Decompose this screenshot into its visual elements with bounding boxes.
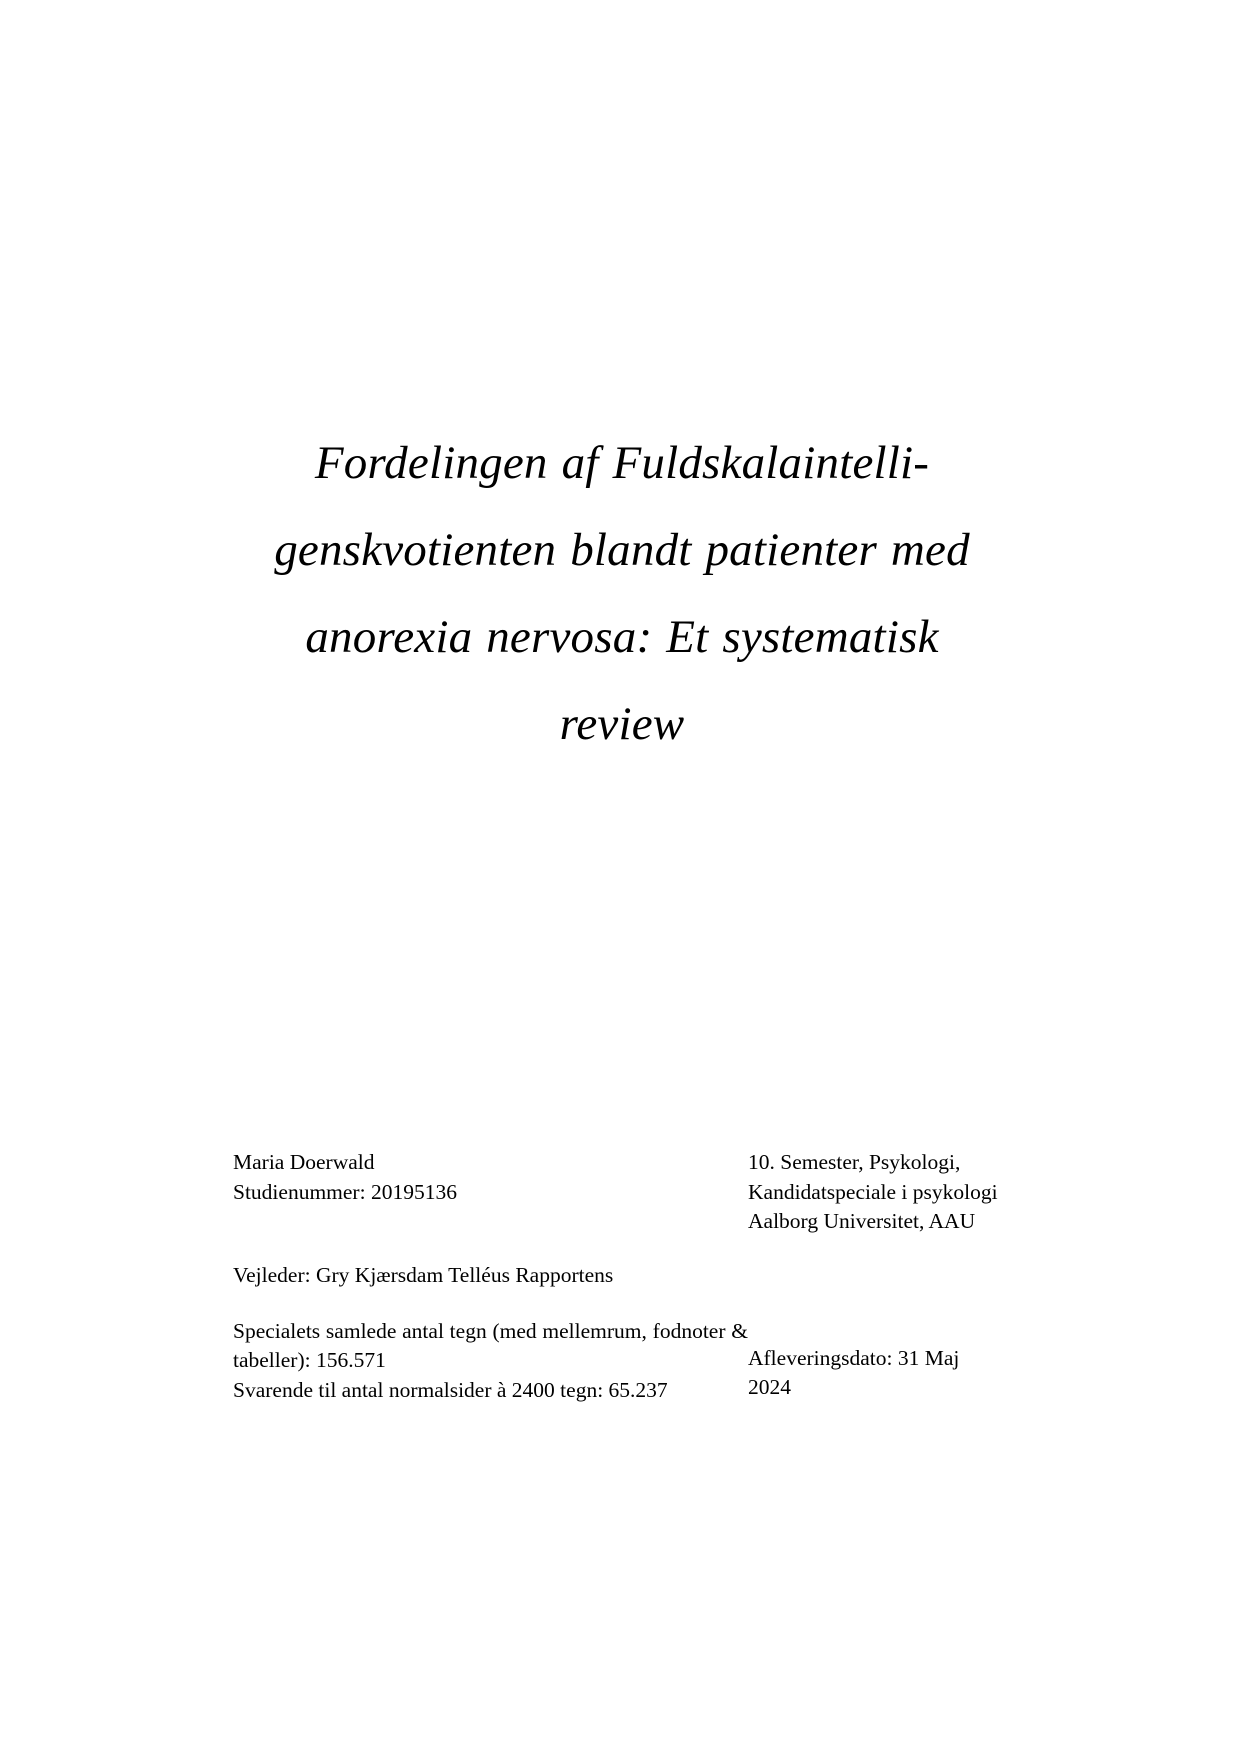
metadata-row-supervisor bbox=[233, 1261, 1023, 1291]
title-line-1: Fordelingen af Fuldskalaintelli- bbox=[314, 437, 930, 489]
semester-info: 10. Semester, Psykologi, bbox=[748, 1150, 961, 1174]
author-name: Maria Doerwald bbox=[233, 1150, 375, 1174]
metadata-right-column bbox=[748, 1148, 1023, 1237]
page-title bbox=[232, 420, 1012, 768]
supervisor-info: Vejleder: Gry Kjærsdam Telléus Rapportens bbox=[233, 1262, 614, 1287]
character-count: Specialets samlede antal tegn (med mellemrum, fodnoter & tabeller): 156.571 bbox=[233, 1318, 748, 1373]
programme-info: Kandidatspeciale i psykologi bbox=[748, 1179, 998, 1204]
spacer-1 bbox=[233, 1237, 1023, 1261]
title-line-3: anorexia nervosa: Et systematisk bbox=[305, 610, 939, 663]
spacer-2 bbox=[233, 1291, 1023, 1317]
title-line-4: review bbox=[559, 697, 685, 750]
submission-spacer bbox=[748, 1317, 1023, 1344]
submission-year: 2024 bbox=[748, 1375, 791, 1400]
submission-date: Afleveringsdato: 31 Maj bbox=[748, 1345, 960, 1370]
normal-pages-count: Svarende til antal normalsider à 2400 tegn: 65.237 bbox=[233, 1377, 668, 1402]
university-info: Aalborg Universitet, AAU bbox=[748, 1209, 976, 1234]
title-line-2: genskvotienten blandt patienter med bbox=[274, 523, 970, 576]
metadata-block bbox=[233, 1148, 1023, 1406]
supervisor-column bbox=[233, 1261, 748, 1291]
counts-column bbox=[233, 1317, 748, 1406]
metadata-row-counts bbox=[233, 1317, 1023, 1406]
metadata-left-column bbox=[233, 1148, 748, 1237]
title-block bbox=[232, 420, 1012, 768]
student-number: Studienummer: 20195136 bbox=[233, 1179, 457, 1204]
metadata-row-author bbox=[233, 1148, 1023, 1237]
submission-column bbox=[748, 1317, 1023, 1406]
supervisor-right-spacer bbox=[748, 1261, 1023, 1291]
